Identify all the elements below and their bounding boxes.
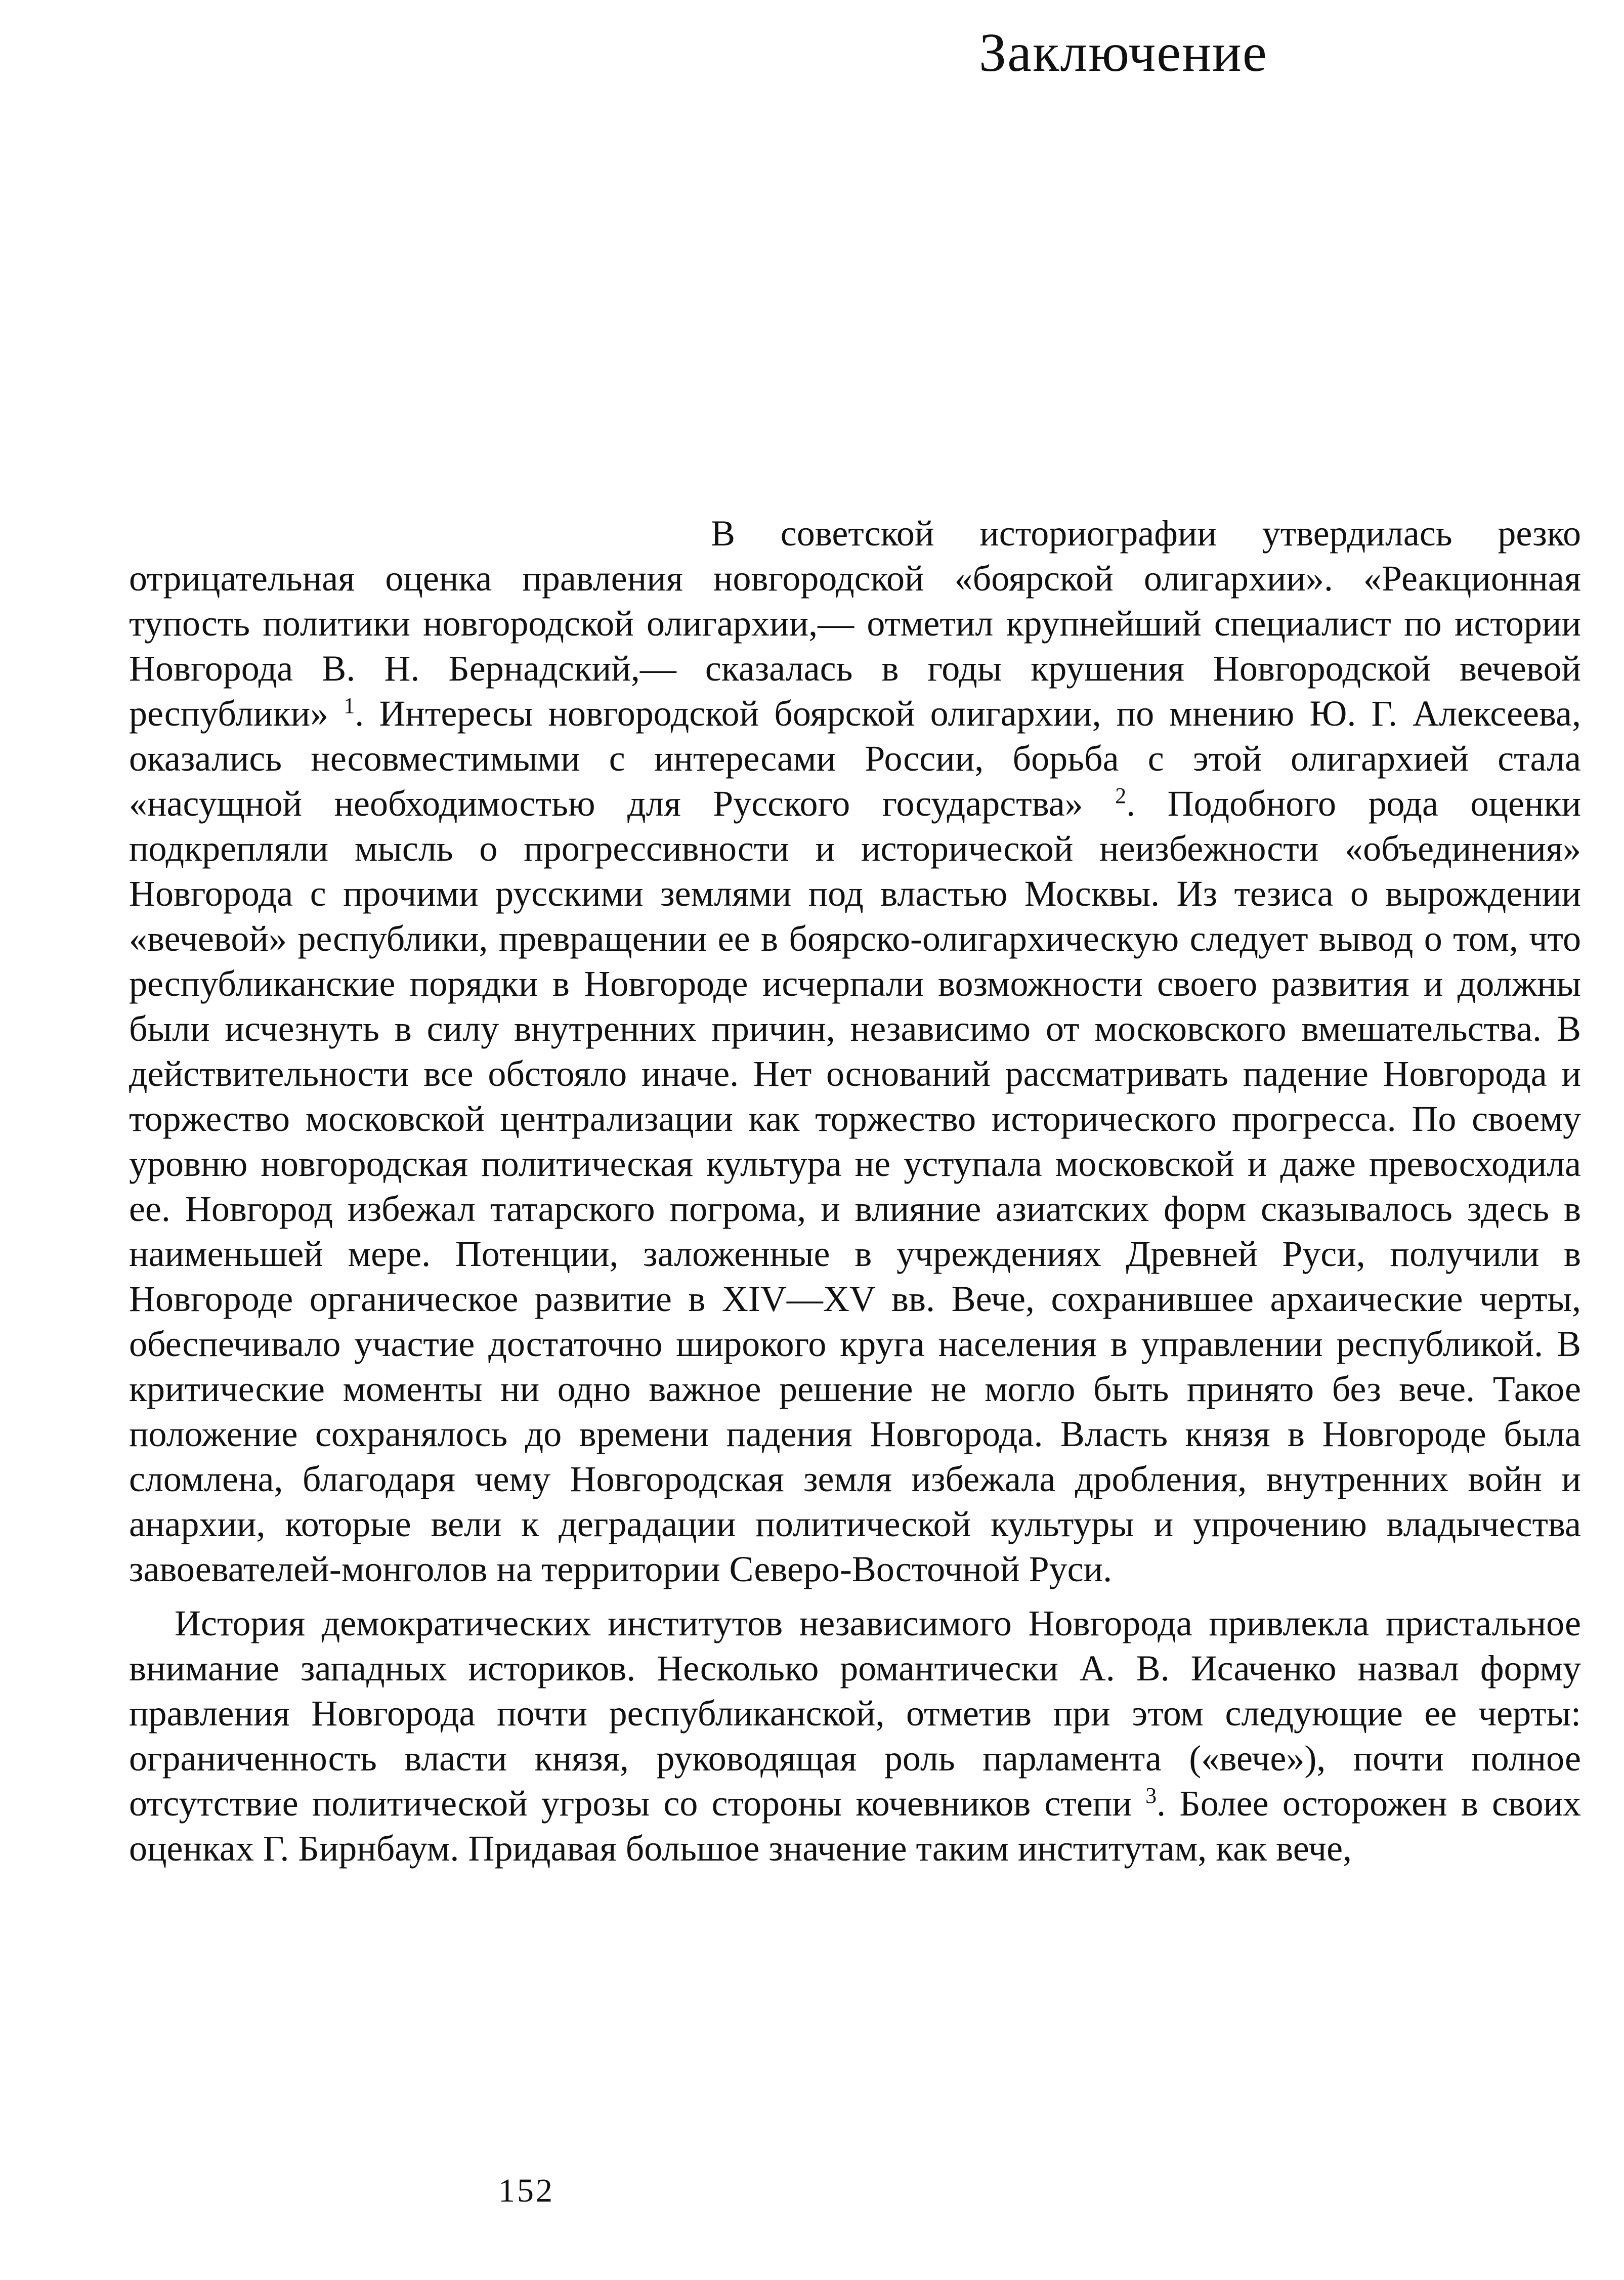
- paragraph-1: [129, 511, 1581, 1592]
- body-text: [129, 511, 1581, 1871]
- page-number: 152: [498, 2172, 554, 2209]
- footnote-ref-1[interactable]: 1: [344, 693, 355, 718]
- text-segment: . Интересы новгородской боярской олигархии, по мнению Ю. Г. Алексеева, оказались несовместимыми с интересами России, борьба с этой олигархией стала «насущной необходимостью для Русского государства»: [129, 693, 1582, 824]
- paragraph-2: [129, 1601, 1581, 1871]
- text-segment: История демократических институтов независимого Новгорода привлекла пристальное внимание западных историков. Несколько романтически А. В. Исаченко назвал форму правления Новгорода почти республиканской, отметив при этом следующие ее черты: ограниченность власти князя, руководящая роль парламента («вече»), почти полное отсутствие политической угрозы со стороны кочевников степи: [129, 1603, 1581, 1824]
- text-segment: . Подобного рода оценки подкрепляли мысль о прогрессивности и исторической неизбежности «объединения» Новгорода с прочими русскими землями под властью Москвы. Из тезиса о вырождении «вечевой» республики, превращении ее в боярско-олигархическую следует вывод о том, что республиканские порядки в Новгороде исчерпали возможности своего развития и должны были исчезнуть в силу внутренних причин, независимо от московского вмешательства. В действительности все обстояло иначе. Нет оснований рассматривать падение Новгорода и торжество московской централизации как торжество исторического прогресса. По своему уровню новгородская политическая культура не уступала московской и даже превосходила ее. Новгород избежал татарского погрома, и влияние азиатских форм сказывалось здесь в наименьшей мере. Потенции, заложенные в учреждениях Древней Руси, получили в Новгороде органическое развитие в XIV—XV вв. Вече, сохранившее архаические черты, обеспечивало участие достаточно широкого круга населения в управлении республикой. В критические моменты ни одно важное решение не могло быть принято без вече. Такое положение сохранялось до времени падения Новгорода. Власть князя в Новгороде была сломлена, благодаря чему Новгородская земля избежала дробления, внутренних войн и анархии, которые вели к деградации политической культуры и упрочению владычества завоевателей-монголов на территории Северо-Восточной Руси.: [129, 783, 1581, 1589]
- text-segment: . Более осторожен в своих оценках Г. Бирнбаум. Придавая большое значение таким институтам, как вече,: [129, 1783, 1581, 1869]
- text-segment: В советской историографии утвердилась резко отрицательная оценка правления новгородской «боярской олигархии». «Реакционная тупость политики новгородской олигархии,— отметил крупнейший специалист по истории Новгорода В. Н. Бернадский,— сказалась в годы крушения Новгородской вечевой республики»: [129, 513, 1581, 734]
- footnote-ref-2[interactable]: 2: [1115, 783, 1127, 808]
- chapter-title: Заключение: [979, 23, 1268, 83]
- footnote-ref-3[interactable]: 3: [1145, 1783, 1157, 1808]
